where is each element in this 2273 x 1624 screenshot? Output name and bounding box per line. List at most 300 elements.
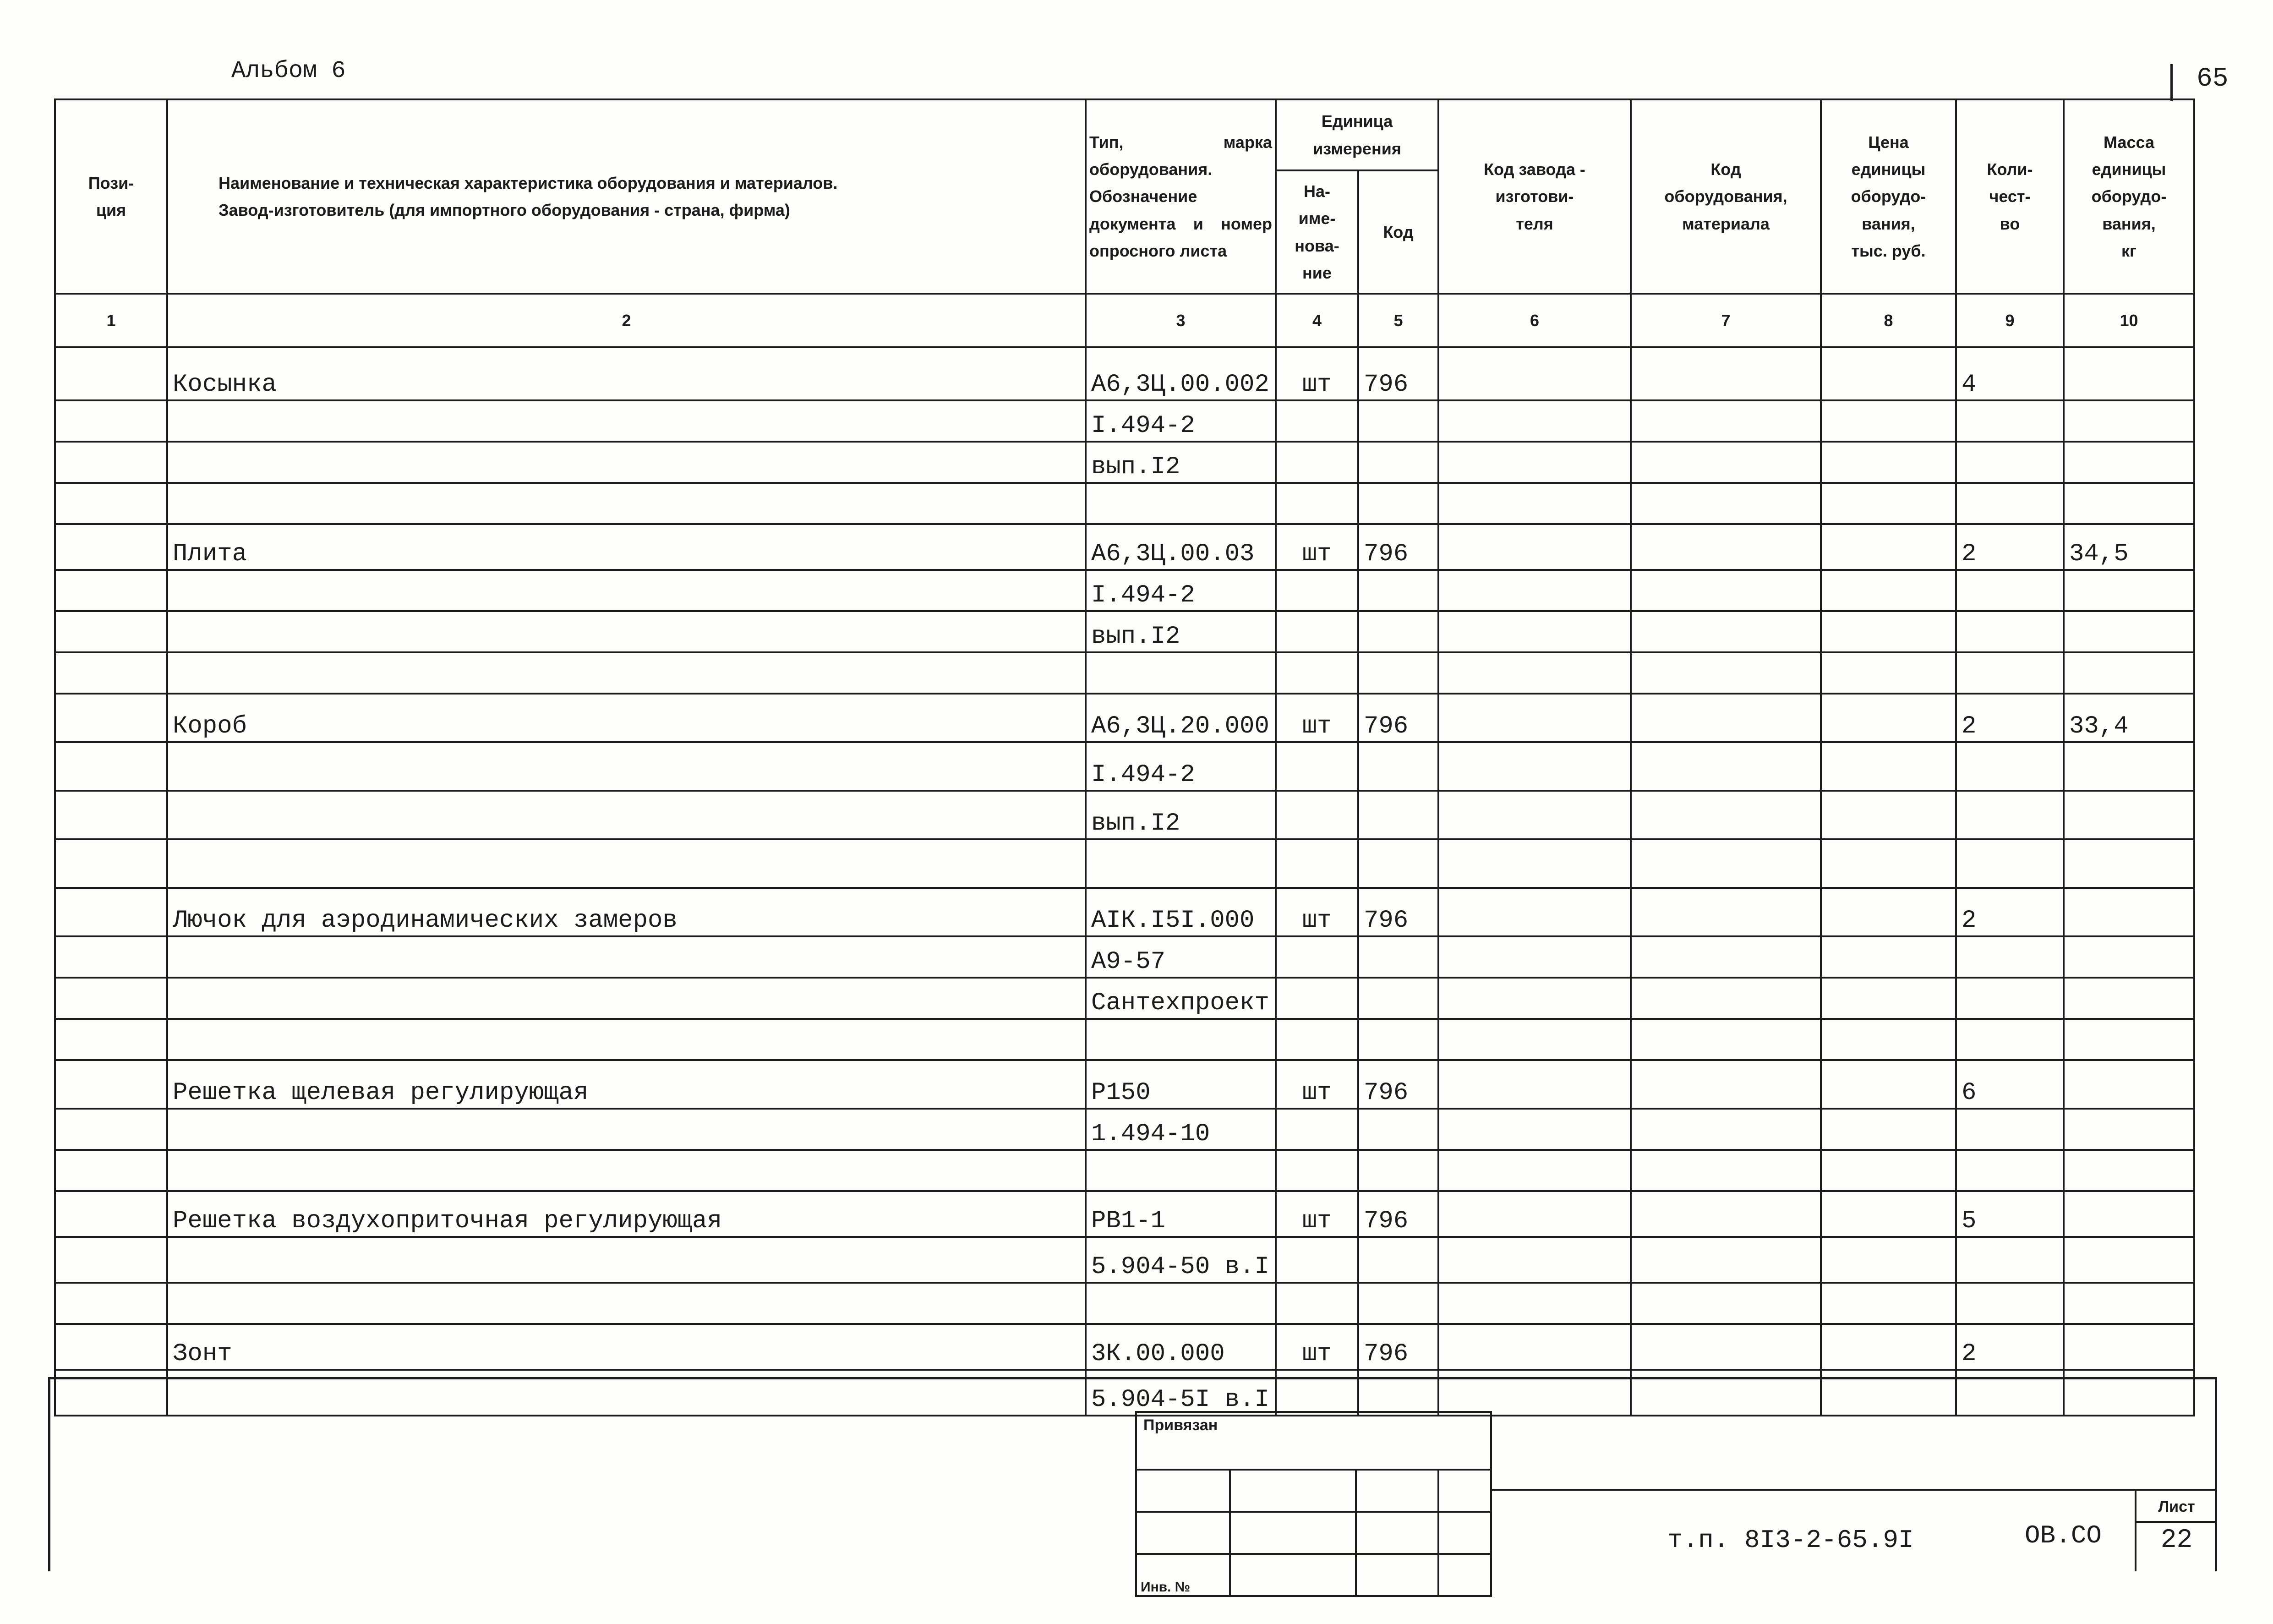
position-cell xyxy=(55,442,167,483)
equipment-code-cell xyxy=(1631,1019,1821,1060)
price-cell xyxy=(1821,694,1956,742)
stamp-inventory-label: Инв. № xyxy=(1136,1554,1230,1596)
factory-code-cell xyxy=(1438,694,1631,742)
quantity-cell: 2 xyxy=(1956,1324,2064,1370)
factory-code-cell xyxy=(1438,1237,1631,1283)
position-cell xyxy=(55,839,167,888)
type-cell: А9-57 xyxy=(1086,936,1276,978)
unit-code-cell xyxy=(1358,791,1438,839)
table-header-row xyxy=(55,99,2194,170)
table-row xyxy=(55,1283,2194,1324)
position-cell xyxy=(55,1060,167,1109)
factory-code-cell xyxy=(1438,1191,1631,1237)
name-cell xyxy=(167,978,1086,1019)
mass-cell xyxy=(2064,839,2194,888)
type-cell xyxy=(1086,1019,1276,1060)
name-cell: Решетка щелевая регулирующая xyxy=(167,1060,1086,1109)
column-number: 1 xyxy=(55,294,167,347)
position-cell xyxy=(55,400,167,442)
mass-cell xyxy=(2064,936,2194,978)
price-cell xyxy=(1821,611,1956,652)
col-header-unit-name: На- име- нова- ние xyxy=(1276,170,1358,294)
factory-code-cell xyxy=(1438,936,1631,978)
column-number: 2 xyxy=(167,294,1086,347)
quantity-cell xyxy=(1956,742,2064,791)
name-cell: Решетка воздухоприточная регулирующая xyxy=(167,1191,1086,1237)
equipment-code-cell xyxy=(1631,1191,1821,1237)
price-cell xyxy=(1821,1060,1956,1109)
unit-name-cell xyxy=(1276,483,1358,524)
factory-code-cell xyxy=(1438,978,1631,1019)
table-row xyxy=(55,1019,2194,1060)
unit-name-cell: шт xyxy=(1276,524,1358,570)
equipment-code-cell xyxy=(1631,652,1821,694)
table-row xyxy=(55,694,2194,742)
unit-code-cell xyxy=(1358,742,1438,791)
price-cell xyxy=(1821,1019,1956,1060)
col-header-unit: Единица измерения xyxy=(1276,99,1438,170)
table-row xyxy=(55,1191,2194,1237)
quantity-cell xyxy=(1956,400,2064,442)
quantity-cell xyxy=(1956,570,2064,611)
unit-name-cell xyxy=(1276,1283,1358,1324)
unit-code-cell: 796 xyxy=(1358,1191,1438,1237)
unit-code-cell xyxy=(1358,1370,1438,1416)
unit-name-cell xyxy=(1276,936,1358,978)
col-header-name: Наименование и техническая характеристика оборудования и материалов. Завод-изготовитель (для импортного оборудования - страна, фирма) xyxy=(167,99,1086,294)
frame-line xyxy=(48,1379,50,1571)
mass-cell xyxy=(2064,888,2194,936)
equipment-code-cell xyxy=(1631,524,1821,570)
factory-code-cell xyxy=(1438,1324,1631,1370)
type-cell: А6,3Ц.00.002 xyxy=(1086,347,1276,400)
price-cell xyxy=(1821,483,1956,524)
quantity-cell: 5 xyxy=(1956,1191,2064,1237)
unit-code-cell xyxy=(1358,1150,1438,1191)
column-number: 6 xyxy=(1438,294,1631,347)
equipment-code-cell xyxy=(1631,400,1821,442)
unit-code-cell: 796 xyxy=(1358,694,1438,742)
unit-name-cell: шт xyxy=(1276,694,1358,742)
quantity-cell xyxy=(1956,483,2064,524)
equipment-code-cell xyxy=(1631,1237,1821,1283)
unit-name-cell xyxy=(1276,1019,1358,1060)
position-cell xyxy=(55,791,167,839)
unit-name-cell xyxy=(1276,742,1358,791)
position-cell xyxy=(55,978,167,1019)
equipment-code-cell xyxy=(1631,978,1821,1019)
name-cell xyxy=(167,742,1086,791)
mass-cell xyxy=(2064,570,2194,611)
column-number: 4 xyxy=(1276,294,1358,347)
price-cell xyxy=(1821,400,1956,442)
col-header-price: Цена единицы оборудо- вания, тыс. руб. xyxy=(1821,99,1956,294)
equipment-code-cell xyxy=(1631,791,1821,839)
unit-name-cell xyxy=(1276,839,1358,888)
type-cell: вып.I2 xyxy=(1086,611,1276,652)
position-cell xyxy=(55,742,167,791)
mass-cell xyxy=(2064,1060,2194,1109)
mass-cell xyxy=(2064,611,2194,652)
column-number: 8 xyxy=(1821,294,1956,347)
factory-code-cell xyxy=(1438,400,1631,442)
equipment-code-cell xyxy=(1631,483,1821,524)
position-cell xyxy=(55,347,167,400)
price-cell xyxy=(1821,1109,1956,1150)
position-cell xyxy=(55,611,167,652)
position-cell xyxy=(55,570,167,611)
quantity-cell: 2 xyxy=(1956,888,2064,936)
quantity-cell xyxy=(1956,652,2064,694)
price-cell xyxy=(1821,524,1956,570)
unit-code-cell xyxy=(1358,839,1438,888)
mass-cell xyxy=(2064,1191,2194,1237)
unit-name-cell xyxy=(1276,1109,1358,1150)
album-label: Альбом 6 xyxy=(231,57,346,84)
equipment-code-cell xyxy=(1631,570,1821,611)
position-cell xyxy=(55,1019,167,1060)
equipment-code-cell xyxy=(1631,888,1821,936)
mass-cell xyxy=(2064,1324,2194,1370)
price-cell xyxy=(1821,742,1956,791)
factory-code-cell xyxy=(1438,1060,1631,1109)
name-cell: Короб xyxy=(167,694,1086,742)
unit-code-cell: 796 xyxy=(1358,347,1438,400)
type-cell xyxy=(1086,1283,1276,1324)
equipment-code-cell xyxy=(1631,1109,1821,1150)
quantity-cell: 2 xyxy=(1956,524,2064,570)
price-cell xyxy=(1821,839,1956,888)
name-cell: Плита xyxy=(167,524,1086,570)
equipment-code-cell xyxy=(1631,839,1821,888)
position-cell xyxy=(55,1237,167,1283)
type-cell: I.494-2 xyxy=(1086,570,1276,611)
equipment-code-cell xyxy=(1631,442,1821,483)
unit-code-cell: 796 xyxy=(1358,524,1438,570)
unit-code-cell xyxy=(1358,978,1438,1019)
quantity-cell: 6 xyxy=(1956,1060,2064,1109)
unit-code-cell xyxy=(1358,1109,1438,1150)
unit-code-cell: 796 xyxy=(1358,1060,1438,1109)
quantity-cell xyxy=(1956,978,2064,1019)
name-cell: Лючок для аэродинамических замеров xyxy=(167,888,1086,936)
table-row xyxy=(55,652,2194,694)
position-cell xyxy=(55,694,167,742)
mass-cell: 34,5 xyxy=(2064,524,2194,570)
quantity-cell xyxy=(1956,442,2064,483)
price-cell xyxy=(1821,347,1956,400)
type-cell: 1.494-10 xyxy=(1086,1109,1276,1150)
name-cell xyxy=(167,1370,1086,1416)
factory-code-cell xyxy=(1438,442,1631,483)
position-cell xyxy=(55,1283,167,1324)
factory-code-cell xyxy=(1438,524,1631,570)
unit-code-cell xyxy=(1358,611,1438,652)
mass-cell xyxy=(2064,978,2194,1019)
frame-line xyxy=(48,1377,2217,1379)
type-cell: I.494-2 xyxy=(1086,400,1276,442)
equipment-code-cell xyxy=(1631,936,1821,978)
price-cell xyxy=(1821,1237,1956,1283)
equipment-code-cell xyxy=(1631,347,1821,400)
quantity-cell xyxy=(1956,839,2064,888)
col-header-type: Тип, марка оборудования. Обозначение документа и номер опросного листа xyxy=(1086,99,1276,294)
price-cell xyxy=(1821,1283,1956,1324)
name-cell xyxy=(167,839,1086,888)
column-number: 9 xyxy=(1956,294,2064,347)
name-cell: Косынка xyxy=(167,347,1086,400)
col-header-equipment-code: Код оборудования, материала xyxy=(1631,99,1821,294)
unit-name-cell xyxy=(1276,442,1358,483)
quantity-cell xyxy=(1956,611,2064,652)
position-cell xyxy=(55,1150,167,1191)
unit-name-cell xyxy=(1276,1237,1358,1283)
equipment-code-cell xyxy=(1631,742,1821,791)
equipment-spec-table xyxy=(54,98,2195,1416)
type-cell: I.494-2 xyxy=(1086,742,1276,791)
table-row xyxy=(55,839,2194,888)
name-cell xyxy=(167,791,1086,839)
col-header-mass: Масса единицы оборудо- вания, кг xyxy=(2064,99,2194,294)
stamp-label: Привязан xyxy=(1136,1412,1491,1470)
position-cell xyxy=(55,483,167,524)
quantity-cell xyxy=(1956,1019,2064,1060)
name-cell xyxy=(167,400,1086,442)
unit-code-cell xyxy=(1358,1019,1438,1060)
name-cell xyxy=(167,442,1086,483)
page-number-divider xyxy=(2170,64,2173,101)
table-row xyxy=(55,570,2194,611)
title-block-line xyxy=(1490,1489,2215,1491)
sheet-label: Лист xyxy=(2158,1498,2195,1515)
factory-code-cell xyxy=(1438,791,1631,839)
unit-name-cell xyxy=(1276,570,1358,611)
name-cell xyxy=(167,611,1086,652)
mass-cell xyxy=(2064,483,2194,524)
mass-cell xyxy=(2064,652,2194,694)
mass-cell xyxy=(2064,791,2194,839)
position-cell xyxy=(55,1109,167,1150)
position-cell xyxy=(55,1370,167,1416)
mass-cell xyxy=(2064,1237,2194,1283)
name-cell xyxy=(167,652,1086,694)
price-cell xyxy=(1821,791,1956,839)
column-number: 3 xyxy=(1086,294,1276,347)
position-cell xyxy=(55,1324,167,1370)
quantity-cell xyxy=(1956,1150,2064,1191)
type-cell: 5.904-5I в.I xyxy=(1086,1370,1276,1416)
name-cell xyxy=(167,1150,1086,1191)
name-cell xyxy=(167,1237,1086,1283)
quantity-cell xyxy=(1956,1283,2064,1324)
type-cell xyxy=(1086,652,1276,694)
table-row xyxy=(55,1237,2194,1283)
table-row xyxy=(55,936,2194,978)
unit-name-cell xyxy=(1276,652,1358,694)
position-cell xyxy=(55,936,167,978)
col-header-quantity: Коли- чест- во xyxy=(1956,99,2064,294)
price-cell xyxy=(1821,1150,1956,1191)
factory-code-cell xyxy=(1438,1150,1631,1191)
price-cell xyxy=(1821,570,1956,611)
equipment-code-cell xyxy=(1631,694,1821,742)
equipment-code-cell xyxy=(1631,1060,1821,1109)
mass-cell xyxy=(2064,1019,2194,1060)
unit-code-cell: 796 xyxy=(1358,1324,1438,1370)
unit-name-cell: шт xyxy=(1276,347,1358,400)
mass-cell xyxy=(2064,1283,2194,1324)
col-header-position: Пози- ция xyxy=(55,99,167,294)
table-row xyxy=(55,888,2194,936)
name-cell xyxy=(167,483,1086,524)
factory-code-cell xyxy=(1438,652,1631,694)
name-cell xyxy=(167,570,1086,611)
column-number: 7 xyxy=(1631,294,1821,347)
price-cell xyxy=(1821,978,1956,1019)
factory-code-cell xyxy=(1438,347,1631,400)
mass-cell xyxy=(2064,400,2194,442)
name-cell xyxy=(167,1283,1086,1324)
name-cell: Зонт xyxy=(167,1324,1086,1370)
type-cell: А6,3Ц.00.03 xyxy=(1086,524,1276,570)
quantity-cell xyxy=(1956,936,2064,978)
factory-code-cell xyxy=(1438,839,1631,888)
table-row xyxy=(55,442,2194,483)
position-cell xyxy=(55,888,167,936)
name-cell xyxy=(167,1019,1086,1060)
type-cell: РВ1-1 xyxy=(1086,1191,1276,1237)
mass-cell xyxy=(2064,742,2194,791)
unit-name-cell xyxy=(1276,611,1358,652)
unit-name-cell xyxy=(1276,978,1358,1019)
type-cell: АIК.I5I.000 xyxy=(1086,888,1276,936)
column-number-row xyxy=(55,294,2194,347)
quantity-cell xyxy=(1956,1109,2064,1150)
col-header-factory-code: Код завода - изготови- теля xyxy=(1438,99,1631,294)
unit-code-cell: 796 xyxy=(1358,888,1438,936)
sheet-number: 22 xyxy=(2160,1526,2193,1555)
unit-code-cell xyxy=(1358,483,1438,524)
mass-cell: 33,4 xyxy=(2064,694,2194,742)
quantity-cell: 4 xyxy=(1956,347,2064,400)
factory-code-cell xyxy=(1438,1370,1631,1416)
mass-cell xyxy=(2064,1109,2194,1150)
price-cell xyxy=(1821,936,1956,978)
quantity-cell xyxy=(1956,1237,2064,1283)
unit-name-cell xyxy=(1276,1370,1358,1416)
type-cell: 5.904-50 в.I xyxy=(1086,1237,1276,1283)
position-cell xyxy=(55,1191,167,1237)
factory-code-cell xyxy=(1438,483,1631,524)
mass-cell xyxy=(2064,347,2194,400)
table-body xyxy=(55,347,2194,1416)
unit-code-cell xyxy=(1358,570,1438,611)
equipment-code-cell xyxy=(1631,611,1821,652)
document-code: ОВ.СО xyxy=(2025,1521,2102,1550)
equipment-code-cell xyxy=(1631,1283,1821,1324)
unit-code-cell xyxy=(1358,1237,1438,1283)
unit-name-cell: шт xyxy=(1276,1324,1358,1370)
column-number: 5 xyxy=(1358,294,1438,347)
table-row xyxy=(55,1060,2194,1109)
price-cell xyxy=(1821,1191,1956,1237)
price-cell xyxy=(1821,888,1956,936)
col-header-unit-code: Код xyxy=(1358,170,1438,294)
page-number: 65 xyxy=(2197,64,2229,94)
unit-code-cell xyxy=(1358,400,1438,442)
sheet-box xyxy=(2135,1489,2217,1571)
table-row xyxy=(55,1370,2194,1416)
column-number: 10 xyxy=(2064,294,2194,347)
position-cell xyxy=(55,652,167,694)
table-row xyxy=(55,524,2194,570)
type-cell: Сантехпроект xyxy=(1086,978,1276,1019)
unit-name-cell xyxy=(1276,791,1358,839)
document-number: т.п. 8I3-2-65.9I xyxy=(1667,1526,1914,1555)
type-cell xyxy=(1086,839,1276,888)
unit-name-cell: шт xyxy=(1276,1191,1358,1237)
unit-code-cell xyxy=(1358,1283,1438,1324)
type-cell xyxy=(1086,483,1276,524)
table-row xyxy=(55,347,2194,400)
quantity-cell xyxy=(1956,791,2064,839)
table-row xyxy=(55,791,2194,839)
price-cell xyxy=(1821,652,1956,694)
table-row xyxy=(55,978,2194,1019)
table-row xyxy=(55,400,2194,442)
price-cell xyxy=(1821,1324,1956,1370)
binding-stamp xyxy=(1135,1411,1492,1597)
table-row xyxy=(55,611,2194,652)
name-cell xyxy=(167,1109,1086,1150)
unit-name-cell: шт xyxy=(1276,1060,1358,1109)
table-row xyxy=(55,742,2194,791)
equipment-code-cell xyxy=(1631,1324,1821,1370)
factory-code-cell xyxy=(1438,1283,1631,1324)
unit-name-cell: шт xyxy=(1276,888,1358,936)
type-cell: вып.I2 xyxy=(1086,791,1276,839)
factory-code-cell xyxy=(1438,742,1631,791)
price-cell xyxy=(1821,442,1956,483)
factory-code-cell xyxy=(1438,888,1631,936)
type-cell: А6,3Ц.20.000 xyxy=(1086,694,1276,742)
position-cell xyxy=(55,524,167,570)
quantity-cell: 2 xyxy=(1956,694,2064,742)
unit-name-cell xyxy=(1276,1150,1358,1191)
equipment-code-cell xyxy=(1631,1370,1821,1416)
factory-code-cell xyxy=(1438,570,1631,611)
factory-code-cell xyxy=(1438,1109,1631,1150)
unit-code-cell xyxy=(1358,652,1438,694)
table-row xyxy=(55,1150,2194,1191)
name-cell xyxy=(167,936,1086,978)
quantity-cell xyxy=(1956,1370,2064,1416)
factory-code-cell xyxy=(1438,1019,1631,1060)
unit-code-cell xyxy=(1358,936,1438,978)
type-cell xyxy=(1086,1150,1276,1191)
type-cell: 3К.00.000 xyxy=(1086,1324,1276,1370)
table-row xyxy=(55,1324,2194,1370)
type-cell: Р150 xyxy=(1086,1060,1276,1109)
table-row xyxy=(55,1109,2194,1150)
mass-cell xyxy=(2064,442,2194,483)
type-cell: вып.I2 xyxy=(1086,442,1276,483)
price-cell xyxy=(1821,1370,1956,1416)
table-row xyxy=(55,483,2194,524)
unit-name-cell xyxy=(1276,400,1358,442)
equipment-code-cell xyxy=(1631,1150,1821,1191)
factory-code-cell xyxy=(1438,611,1631,652)
